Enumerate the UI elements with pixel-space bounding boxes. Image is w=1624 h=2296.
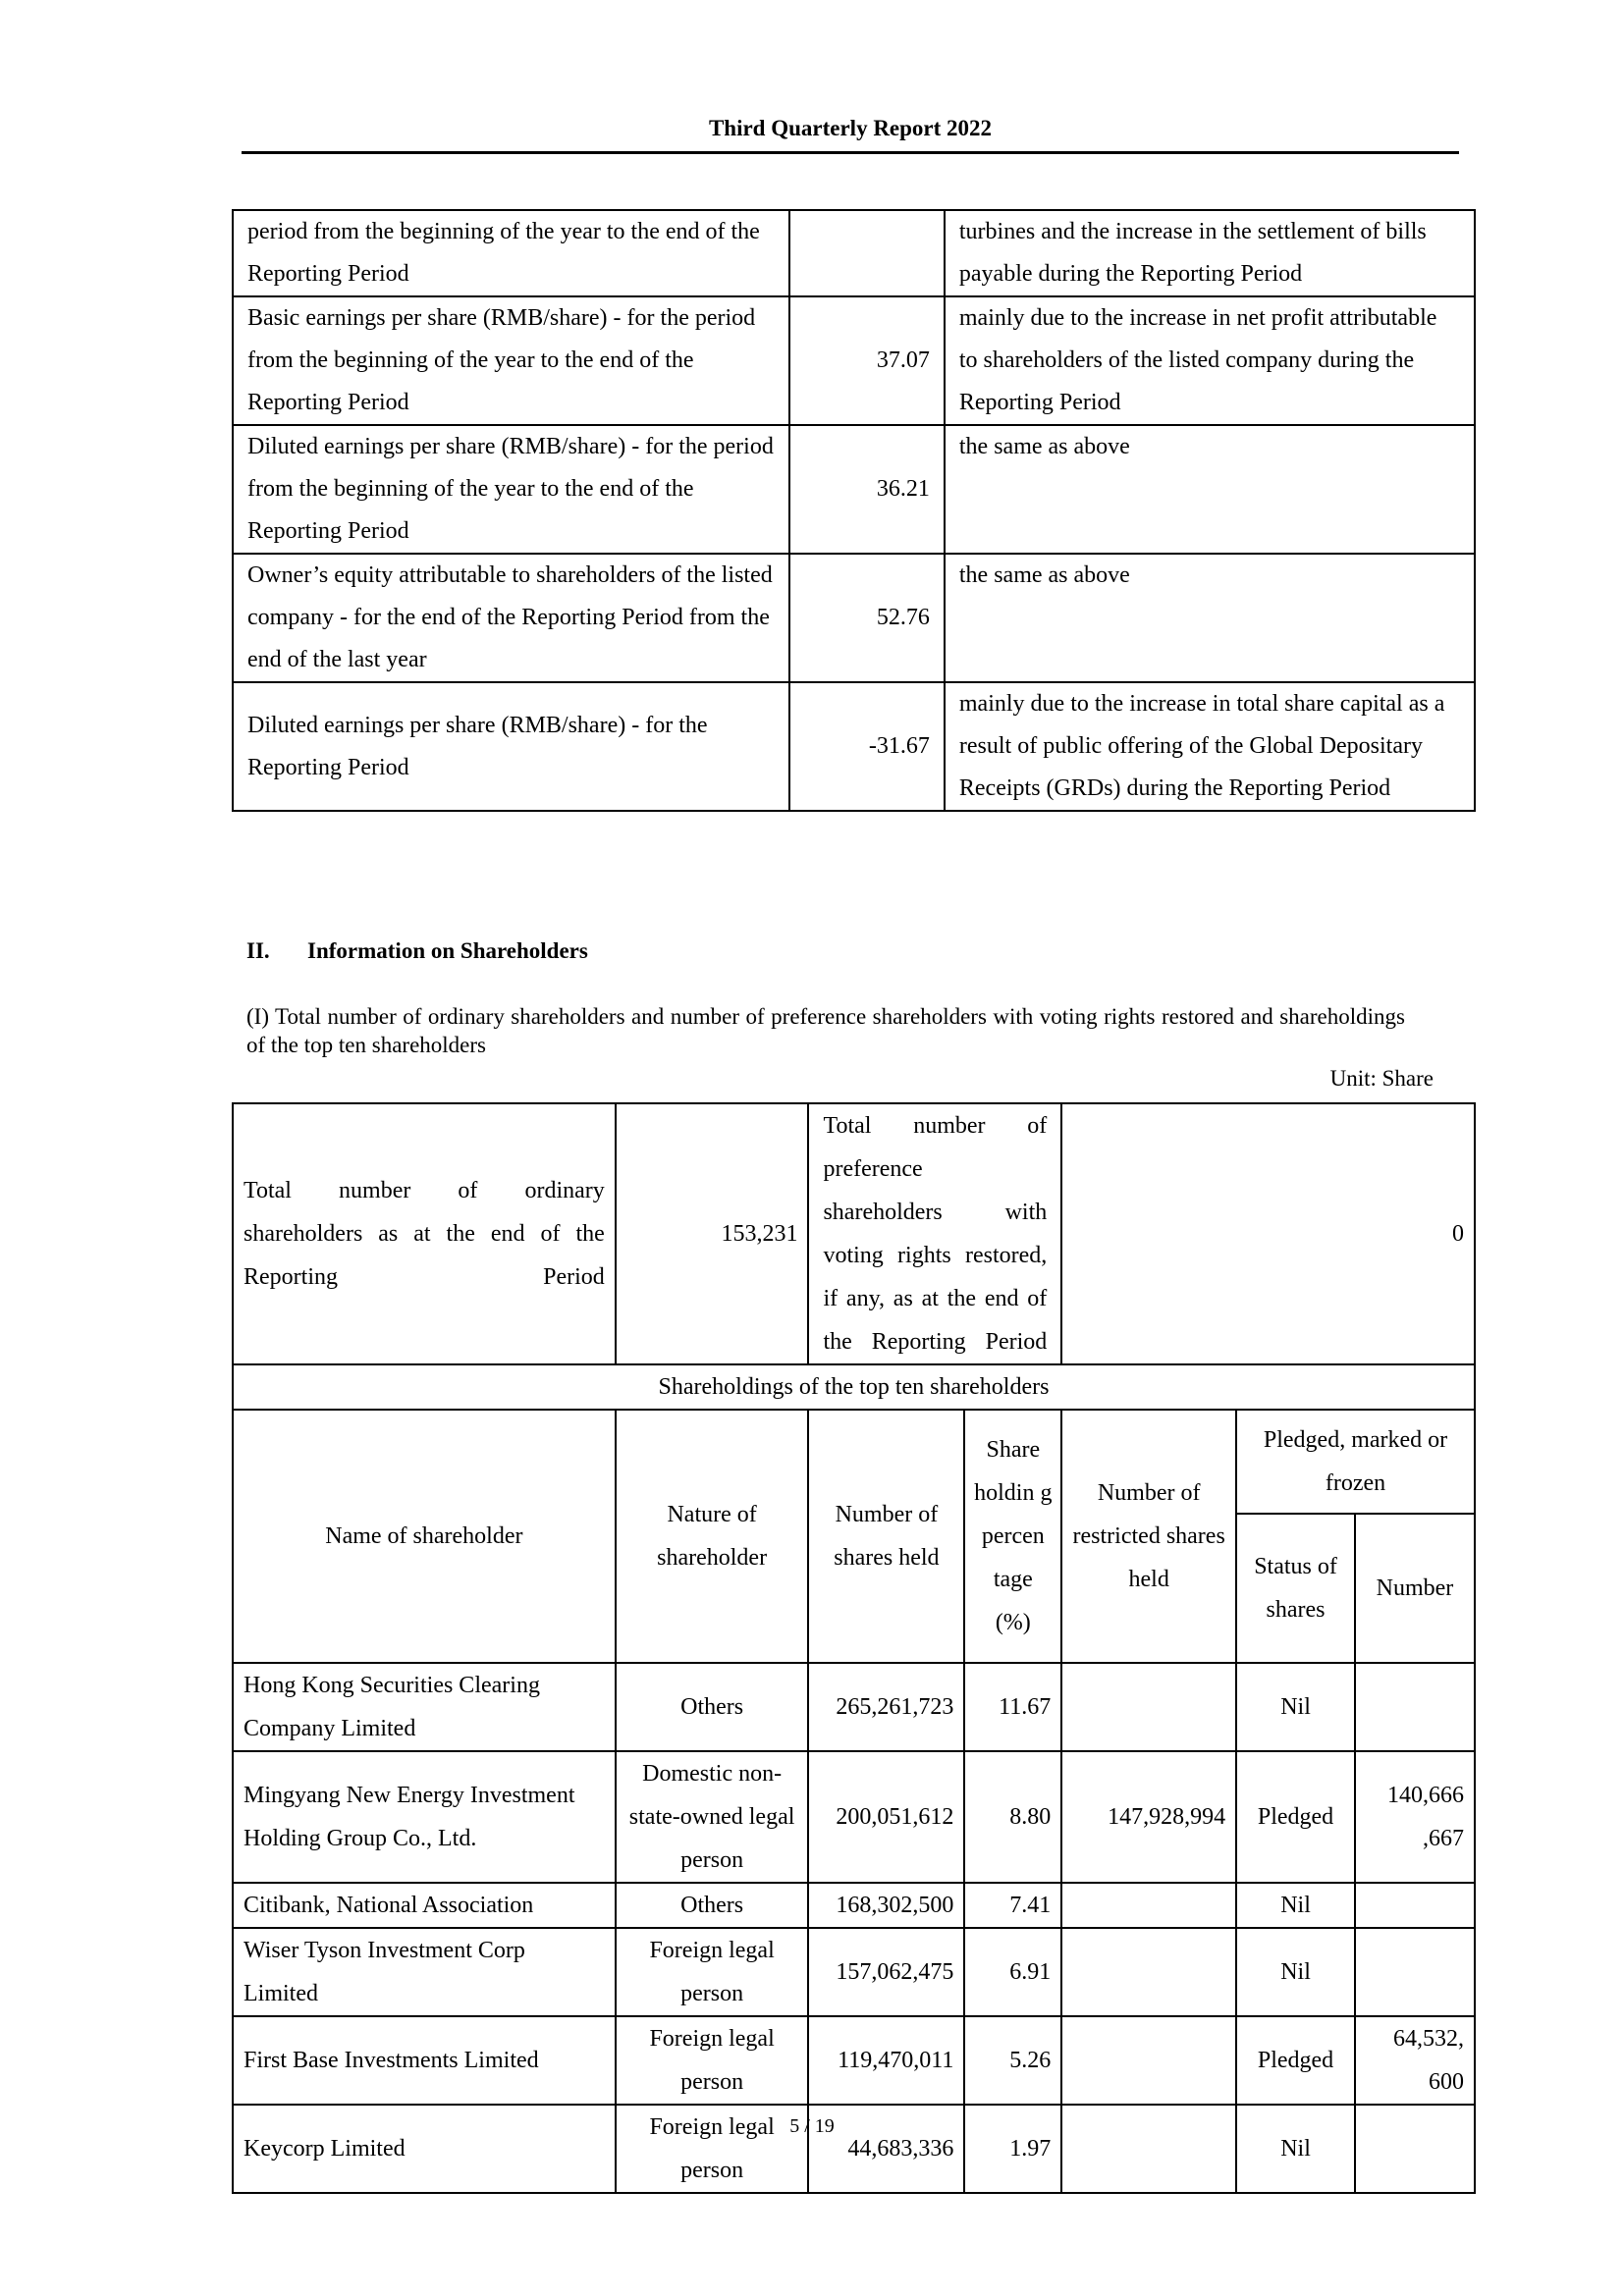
shareholder-nature: Domestic non-state-owned legal person (616, 1751, 809, 1883)
caption-row (233, 1364, 1475, 1410)
report-header-title: Third Quarterly Report 2022 (242, 116, 1459, 154)
shares-held: 168,302,500 (808, 1883, 964, 1928)
header-status: Status of shares (1236, 1514, 1355, 1663)
reason-cell: mainly due to the increase in total share capital as a result of public offering of the Global Depositary Receipts (GRDs) during the Reporting Period (945, 682, 1475, 811)
shareholder-name: Mingyang New Energy Investment Holding Group Co., Ltd. (233, 1751, 616, 1883)
pledge-status: Pledged (1236, 1751, 1355, 1883)
pledge-status: Pledged (1236, 2016, 1355, 2105)
shares-held: 200,051,612 (808, 1751, 964, 1883)
pledge-number: 140,666 ,667 (1355, 1751, 1475, 1883)
header-row (233, 1410, 1475, 1514)
total-preference-value: 0 (1061, 1103, 1475, 1364)
total-ordinary-label: Total number of ordinary shareholders as at the end of the Reporting Period (233, 1103, 616, 1364)
pledge-number (1355, 1928, 1475, 2016)
shareholder-nature: Foreign legal person (616, 2105, 809, 2193)
pledge-number (1355, 1883, 1475, 1928)
total-preference-label: Total number of preference shareholders with voting rights restored, if any, as at the end of the Reporting Period (808, 1103, 1061, 1364)
table-row (233, 1883, 1475, 1928)
value-cell: 52.76 (789, 554, 945, 682)
item-cell: Diluted earnings per share (RMB/share) - for the period from the beginning of the year to the end of the Reporting Period (233, 425, 789, 554)
share-percentage: 6.91 (964, 1928, 1061, 2016)
reason-cell: the same as above (945, 425, 1475, 554)
header-restricted: Number of restricted shares held (1061, 1410, 1236, 1663)
shareholder-name: Wiser Tyson Investment Corp Limited (233, 1928, 616, 2016)
pledge-status: Nil (1236, 1663, 1355, 1751)
shareholder-table (232, 1102, 1476, 2194)
reason-cell: the same as above (945, 554, 1475, 682)
restricted-shares (1061, 2016, 1236, 2105)
restricted-shares: 147,928,994 (1061, 1751, 1236, 1883)
section-title: Information on Shareholders (307, 938, 588, 963)
share-percentage: 5.26 (964, 2016, 1061, 2105)
section-number: II. (246, 938, 270, 963)
shareholder-nature: Foreign legal person (616, 2016, 809, 2105)
pledge-status: Nil (1236, 1928, 1355, 2016)
share-percentage: 11.67 (964, 1663, 1061, 1751)
value-cell: -31.67 (789, 682, 945, 811)
shares-held: 44,683,336 (808, 2105, 964, 2193)
value-cell (789, 210, 945, 296)
reason-cell: turbines and the increase in the settlement of bills payable during the Reporting Period (945, 210, 1475, 296)
share-percentage: 1.97 (964, 2105, 1061, 2193)
shareholder-nature: Others (616, 1663, 809, 1751)
table-row (233, 296, 1475, 425)
value-cell: 36.21 (789, 425, 945, 554)
item-cell: Basic earnings per share (RMB/share) - for the period from the beginning of the year to the end of the Reporting Period (233, 296, 789, 425)
shares-held: 119,470,011 (808, 2016, 964, 2105)
table-row (233, 1928, 1475, 2016)
pledge-status: Nil (1236, 2105, 1355, 2193)
restricted-shares (1061, 1663, 1236, 1751)
pledge-number (1355, 1663, 1475, 1751)
unit-label: Unit: Share (1329, 1066, 1434, 1091)
top-ten-caption: Shareholdings of the top ten shareholders (233, 1364, 1475, 1410)
shareholder-nature: Foreign legal person (616, 1928, 809, 2016)
shareholder-name: Citibank, National Association (233, 1883, 616, 1928)
section-heading (246, 938, 588, 964)
item-cell: Diluted earnings per share (RMB/share) - for the Reporting Period (233, 682, 789, 811)
table-row (233, 2016, 1475, 2105)
table-row (233, 1751, 1475, 1883)
restricted-shares (1061, 1883, 1236, 1928)
shareholder-name: Hong Kong Securities Clearing Company Limited (233, 1663, 616, 1751)
header-shares-held: Number of shares held (808, 1410, 964, 1663)
table-row (233, 210, 1475, 296)
pledge-status: Nil (1236, 1883, 1355, 1928)
share-percentage: 7.41 (964, 1883, 1061, 1928)
item-cell: period from the beginning of the year to the end of the Reporting Period (233, 210, 789, 296)
shareholder-nature: Others (616, 1883, 809, 1928)
reason-cell: mainly due to the increase in net profit attributable to shareholders of the listed company during the Reporting Period (945, 296, 1475, 425)
changes-table (232, 209, 1476, 812)
item-cell: Owner’s equity attributable to shareholders of the listed company - for the end of the Reporting Period from the end of the last year (233, 554, 789, 682)
header-percentage: Share holdin g percen tage (%) (964, 1410, 1061, 1663)
share-percentage: 8.80 (964, 1751, 1061, 1883)
subsection-heading: (I) Total number of ordinary shareholders and number of preference shareholders with voting rights restored and shareholdings of the top ten shareholders (246, 1004, 1405, 1057)
table-row (233, 1663, 1475, 1751)
table-row (233, 554, 1475, 682)
shares-held: 265,261,723 (808, 1663, 964, 1751)
header-number: Number (1355, 1514, 1475, 1663)
header-nature: Nature of shareholder (616, 1410, 809, 1663)
shareholder-name: Keycorp Limited (233, 2105, 616, 2193)
totals-row (233, 1103, 1475, 1364)
shareholder-name: First Base Investments Limited (233, 2016, 616, 2105)
value-cell: 37.07 (789, 296, 945, 425)
shares-held: 157,062,475 (808, 1928, 964, 2016)
restricted-shares (1061, 1928, 1236, 2016)
table-row (233, 425, 1475, 554)
pledge-number: 64,532, 600 (1355, 2016, 1475, 2105)
table-row (233, 682, 1475, 811)
header-pledged-group: Pledged, marked or frozen (1236, 1410, 1475, 1514)
page-number: 5 / 19 (789, 2115, 835, 2137)
total-ordinary-value: 153,231 (616, 1103, 809, 1364)
header-name: Name of shareholder (233, 1410, 616, 1663)
